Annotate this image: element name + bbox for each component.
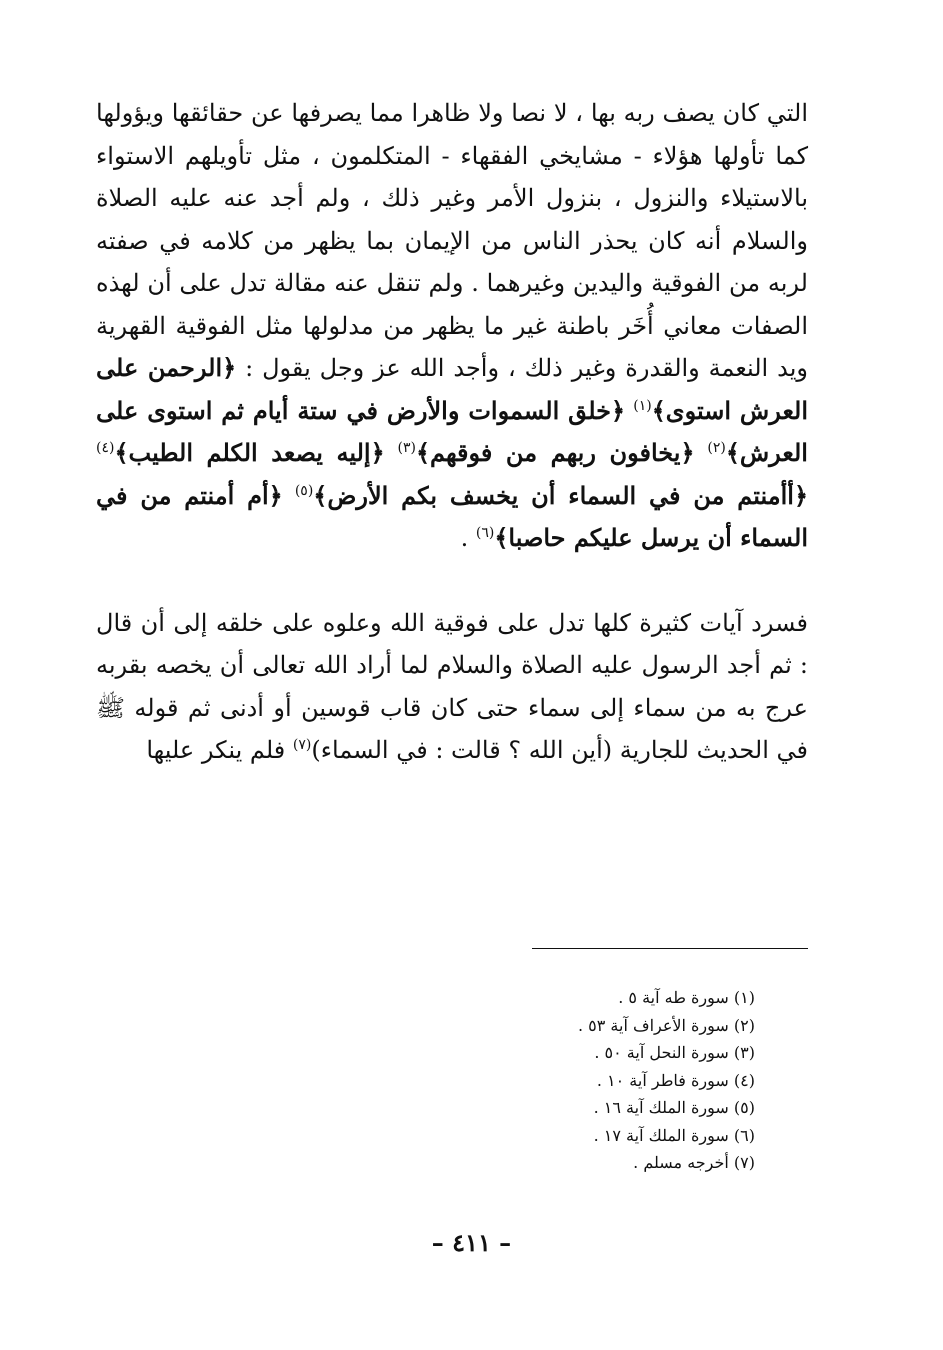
main-text (96, 92, 808, 772)
footnote-6: (٦) سورة الملك آية ١٧ . (593, 1125, 755, 1145)
footnote-1: (١) سورة طه آية ٥ . (618, 988, 755, 1007)
footnote-2: (٢) سورة الأعراف آية ٥٣ . (577, 1015, 755, 1035)
quran-verse: ﴿أأمنتم من في السماء أن يخسف بكم الأرض﴾ (313, 480, 808, 510)
footnote-5: (٥) سورة الملك آية ١٦ . (593, 1098, 755, 1117)
text-segment (385, 439, 398, 467)
footnote-ref: (٤) (96, 440, 115, 456)
footnote-3: (٣) سورة النحل آية ٥٠ . (594, 1043, 755, 1062)
footnote-4: (٤) سورة فاطر آية ١٠ . (596, 1070, 755, 1090)
footnote-ref: (٣) (397, 440, 416, 456)
footnote-ref: (٧) (292, 737, 312, 753)
footnote-7: (٧) أخرجه مسلم . (633, 1153, 755, 1172)
footnote-ref: (٥) (294, 482, 314, 499)
text-segment (283, 482, 295, 510)
quran-verse: ﴿خلق السموات والأرض في ستة أيام ثم استوى على العرش﴾ (96, 395, 808, 467)
footnotes (400, 984, 755, 1177)
text-segment: . (460, 524, 476, 552)
text-segment: فلم ينكر عليها (146, 736, 293, 764)
paragraph-1 (96, 92, 808, 560)
text-segment: فسرد آيات كثيرة كلها تدل على فوقية الله وعلوه على خلقه إلى أن قال : ثم أجد الرسول عليه الصلاة والسلام لما أراد الله تعالى أن يخصه بقربه عرج به من سماء إلى سماء حتى كان قاب قوسين أو أدنى ثم قوله ﷺ في الحديث للجارية (أين الله ؟ قالت : في السماء) (96, 608, 808, 764)
quran-verse: ﴿الرحمن على العرش استوى﴾ (96, 353, 809, 425)
text-segment (695, 439, 708, 467)
quran-verse: ﴿أم أمنتم من في السماء أن يرسل عليكم حاصبا﴾ (96, 480, 808, 552)
quran-verse: ﴿يخافون ربهم من فوقهم﴾ (415, 438, 695, 467)
footnote-ref: (٢) (707, 440, 726, 456)
text-segment: التي كان يصف ربه بها ، لا نصا ولا ظاهرا مما يصرفها عن حقائقها ويؤولها كما تأولها هؤلاء - مشايخي الفقهاء - المتكلمون ، مثل تأويلهم الاستواء بالاستيلاء والنزول ، بنزول الأمر وغير ذلك ، ولم أجد عنه عليه الصلاة والسلام أنه كان يحذر الناس من الإيمان بما يظهر من كلامه في صفته لربه من الفوقية واليدين وغيرهما . ولم تنقل عنه مقالة تدل على أن لهذه الصفات معاني أُخَر باطنة غير ما يظهر من مدلولها مثل الفوقية القهرية ويد النعمة والقدرة وغير ذلك ، وأجد الله عز وجل يقول : (96, 99, 809, 382)
footnote-ref: (١) (633, 397, 652, 414)
quran-verse: ﴿إليه يصعد الكلم الطيب﴾ (114, 438, 385, 467)
paragraph-2 (96, 602, 808, 772)
page-number: – ٤١١ – (431, 1228, 512, 1257)
footnote-separator (532, 948, 808, 949)
footnote-ref: (٦) (475, 525, 495, 541)
